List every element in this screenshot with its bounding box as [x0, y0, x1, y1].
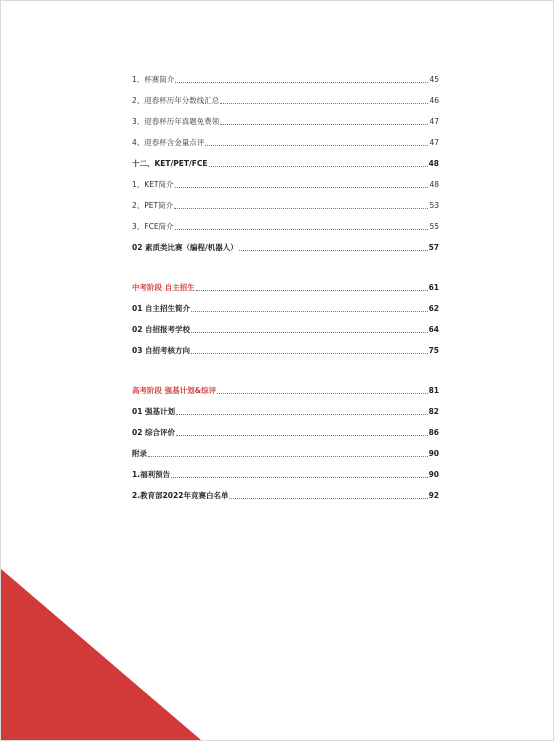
- toc-entry-label: 2、PET简介: [132, 201, 174, 210]
- toc-entry-label: 3、迎春杯历年真题免费领: [132, 117, 220, 126]
- toc-entry-label: 3、FCE简介: [132, 222, 174, 231]
- toc-page-number: 64: [428, 325, 439, 334]
- toc-page-number: 86: [428, 428, 439, 437]
- toc-section-heading[interactable]: [132, 239, 439, 253]
- toc-entry-label: 附录: [132, 449, 147, 458]
- dot-leader: [171, 477, 427, 478]
- dot-leader: [217, 393, 427, 394]
- toc-entry-label: 十二、KET/PET/FCE: [132, 159, 208, 168]
- toc-section-heading[interactable]: [132, 155, 439, 169]
- dot-leader: [209, 166, 428, 167]
- toc-entry-label: 01 自主招生简介: [132, 304, 191, 313]
- dot-leader: [174, 208, 428, 209]
- toc-page-number: 61: [428, 283, 439, 292]
- toc-entry-label: 2.教育部2022年竞赛白名单: [132, 491, 229, 500]
- toc-section-heading[interactable]: [132, 487, 439, 501]
- toc-entry[interactable]: [132, 134, 439, 148]
- toc-section-heading[interactable]: [132, 403, 439, 417]
- toc-entry[interactable]: [132, 197, 439, 211]
- dot-leader: [176, 435, 428, 436]
- toc-entry-label: 02 素质类比赛（编程/机器人）: [132, 243, 238, 252]
- toc-entry[interactable]: [132, 71, 439, 85]
- toc-stage-heading[interactable]: [132, 382, 439, 396]
- toc-page-number: 62: [428, 304, 439, 313]
- dot-leader: [220, 103, 428, 104]
- toc-entry[interactable]: [132, 176, 439, 190]
- toc-stage-heading[interactable]: [132, 279, 439, 293]
- dot-leader: [205, 145, 428, 146]
- toc-section-heading[interactable]: [132, 466, 439, 480]
- toc-entry-label: 01 强基计划: [132, 407, 176, 416]
- dot-leader: [175, 229, 429, 230]
- dot-leader: [191, 332, 428, 333]
- dot-leader: [191, 353, 428, 354]
- toc-page-number: 46: [429, 96, 439, 105]
- toc-entry[interactable]: [132, 113, 439, 127]
- toc-entry-label: 1、杯赛简介: [132, 75, 175, 84]
- dot-leader: [239, 250, 428, 251]
- toc-section-heading[interactable]: [132, 445, 439, 459]
- dot-leader: [175, 187, 429, 188]
- corner-triangle-shape: [1, 569, 201, 740]
- toc-page-number: 48: [429, 180, 439, 189]
- dot-leader: [196, 290, 428, 291]
- toc-page-number: 90: [428, 470, 439, 479]
- toc-section-heading[interactable]: [132, 342, 439, 356]
- toc-page-number: 47: [429, 138, 439, 147]
- dot-leader: [191, 311, 428, 312]
- toc-entry-label: 02 综合评价: [132, 428, 176, 437]
- toc-entry-label: 高考阶段 强基计划&综评: [132, 386, 217, 395]
- toc-entry[interactable]: [132, 92, 439, 106]
- toc-entry-label: 1、KET简介: [132, 180, 174, 189]
- toc-entry-label: 1.福利预告: [132, 470, 171, 479]
- toc-page-number: 75: [428, 346, 439, 355]
- toc-entry-label: 02 自招报考学校: [132, 325, 191, 334]
- red-corner-triangle: [1, 569, 201, 740]
- dot-leader: [148, 456, 428, 457]
- toc-page-number: 55: [429, 222, 439, 231]
- toc-page-number: 81: [428, 386, 439, 395]
- dot-leader: [176, 414, 428, 415]
- dot-leader: [229, 498, 427, 499]
- toc-page-number: 47: [429, 117, 439, 126]
- toc-section-heading[interactable]: [132, 424, 439, 438]
- toc-page-number: 82: [428, 407, 439, 416]
- toc-page-number: 57: [428, 243, 439, 252]
- dot-leader: [220, 124, 428, 125]
- toc-page-number: 90: [428, 449, 439, 458]
- toc-entry[interactable]: [132, 218, 439, 232]
- toc-section-heading[interactable]: [132, 300, 439, 314]
- toc-page-number: 45: [429, 75, 439, 84]
- toc-page-number: 92: [428, 491, 439, 500]
- toc-entry-label: 2、迎春杯历年分数线汇总: [132, 96, 220, 105]
- toc-entry-label: 4、迎春杯含金量点评: [132, 138, 205, 147]
- toc-page-number: 53: [429, 201, 439, 210]
- toc-entry-label: 03 自招考核方向: [132, 346, 191, 355]
- dot-leader: [175, 82, 428, 83]
- toc-entry-label: 中考阶段 自主招生: [132, 283, 195, 292]
- toc-section-heading[interactable]: [132, 321, 439, 335]
- toc-page-number: 48: [428, 159, 439, 168]
